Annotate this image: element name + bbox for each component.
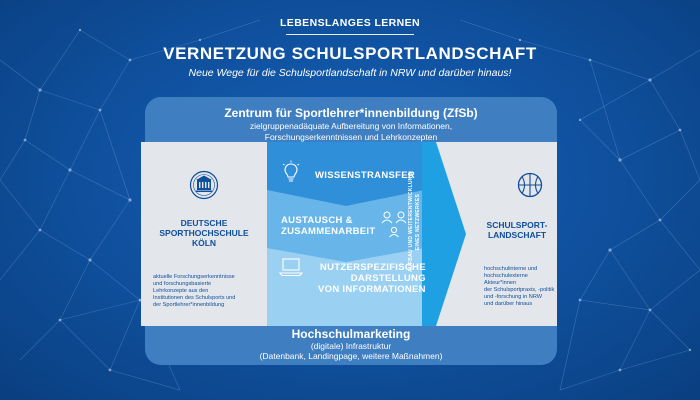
marketing-title: Hochschulmarketing	[291, 327, 411, 341]
schulsport-desc-line2: hochschulexterne Akteur*innen	[484, 273, 528, 286]
schulsport-desc-line5: und darüber hinaus	[484, 301, 533, 307]
network-arrow-label	[408, 142, 422, 302]
dshs-title-line2: SPORTHOCHSCHULE	[159, 228, 249, 238]
schulsport-title-line2: LANDSCHAFT	[487, 230, 547, 240]
funnel-item-nutzer-line3: VON INFORMATIONEN	[318, 284, 426, 295]
laptop-icon	[279, 257, 303, 277]
funnel-item-wissenstransfer: WISSENSTRANSFER	[315, 170, 416, 181]
schulsport-desc-line1: hochschulinterne und	[484, 266, 538, 272]
dshs-title-line1: DEUTSCHE	[180, 218, 228, 228]
network-arrow-label-line1: AUFBAU UND WEITERENTWICKLUNG	[408, 171, 414, 273]
dshs-desc-line3: Lehrkonzepte aus den	[153, 288, 209, 294]
funnel-item-nutzer-line1: NUTZERSPEZIFISCHE	[319, 262, 426, 273]
lightbulb-icon	[281, 160, 301, 184]
schulsport-desc-line4: und -forschung in NRW	[484, 294, 543, 300]
marketing-desc-line2: (Datenbank, Landingpage, weitere Maßnahmen)	[259, 351, 443, 361]
funnel-item-austausch-line2: ZUSAMMENARBEIT	[281, 226, 376, 237]
network-arrow	[422, 142, 466, 326]
schulsport-desc-line3: der Schulsportpraxis, -politik	[484, 287, 555, 293]
dshs-desc-line5: der Sportlehrer*innenbildung	[153, 302, 225, 308]
page-title: VERNETZUNG SCHULSPORTLANDSCHAFT	[163, 44, 537, 63]
zfsb-desc-line1: zielgruppenadäquate Aufbereitung von Informationen,	[249, 121, 453, 131]
page-subtitle: Neue Wege für die Schulsportlandschaft in NRW und darüber hinaus!	[188, 67, 512, 79]
marketing-desc-line1: (digitale) Infrastruktur	[310, 341, 392, 351]
dshs-desc-line1: aktuelle Forschungserkenntnisse	[153, 274, 235, 280]
network-arrow-label-line2: EINES NETZWERKES	[415, 193, 421, 251]
dshs-title-line3: KÖLN	[191, 238, 217, 248]
people-network-icon	[380, 210, 408, 240]
dshs-desc-line2: und forschungsbasierte	[153, 281, 212, 287]
zfsb-desc-line2: Forschungserkenntnissen und Lehrkonzepten	[264, 132, 438, 142]
kicker-heading: LEBENSLANGES LERNEN	[279, 17, 421, 29]
dshs-desc-line4: Institutionen des Schulsports und	[153, 295, 236, 301]
schulsport-title-line1: SCHULSPORT-	[486, 220, 548, 230]
funnel-item-austausch-line1: AUSTAUSCH &	[281, 215, 353, 226]
zfsb-title: Zentrum für Sportlehrer*innenbildung (ZfSb)	[224, 106, 478, 120]
marketing-band	[145, 327, 557, 366]
funnel-item-nutzer-line2: DARSTELLUNG	[350, 273, 426, 284]
